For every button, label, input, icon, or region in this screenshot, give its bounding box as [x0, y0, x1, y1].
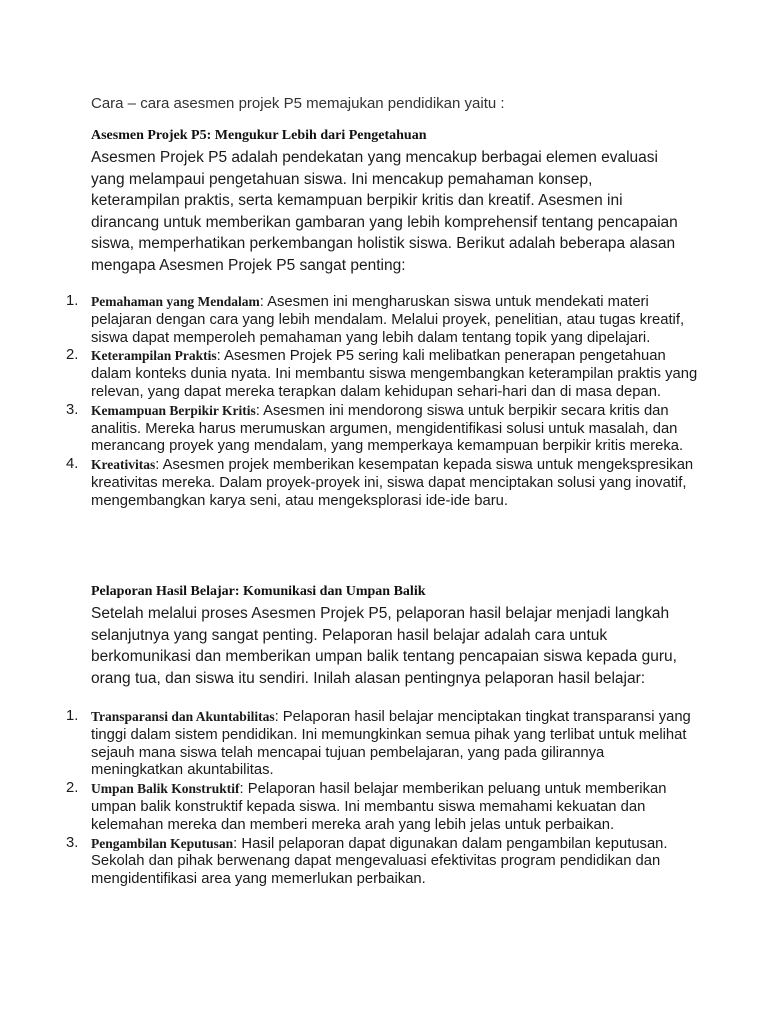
section1-paragraph: Asesmen Projek P5 adalah pendekatan yang mencakup berbagai elemen evaluasi yang melampaui pengetahuan siswa. Ini mencakup pemahaman konsep, keterampilan praktis, serta kemampuan berpikir kritis dan kreatif. Asesmen ini dirancang untuk memberikan gambaran yang lebih komprehensif tentang pencapaian siswa, memperhatikan perkembangan holistik siswa. Berikut adalah beberapa alasan mengapa Asesmen Projek P5 sangat penting: [91, 149, 678, 274]
list-item-text: : Asesmen ini mendorong siswa untuk berpikir secara kritis dan analitis. Mereka harus merumuskan argumen, mengidentifikasi solusi untuk masalah, dan merancang proyek yang mendalam, yang memperkaya kemampuan berpikir kritis mereka. [91, 402, 684, 455]
list-item [0, 835, 700, 889]
list-item-number: 3. [66, 401, 79, 418]
list-item-text: : Asesmen ini mengharuskan siswa untuk mendekati materi pelajaran dengan cara yang lebih mendalam. Melalui proyek, penelitian, atau tugas kreatif, siswa dapat memperoleh pemahaman yang lebih dalam tentang topik yang dipelajari. [91, 294, 685, 346]
section2-paragraph: Setelah melalui proses Asesmen Projek P5, pelaporan hasil belajar menjadi langkah selanjutnya yang sangat penting. Pelaporan hasil belajar adalah cara untuk berkomunikasi dan memberikan umpan balik tentang pencapaian siswa kepada guru, orang tua, dan siswa itu sendiri. Inilah alasan pentingnya pelaporan hasil belajar: [91, 605, 677, 687]
list-item [0, 708, 700, 780]
list-item [0, 780, 700, 834]
list-item [0, 402, 700, 456]
list-item-number: 1. [66, 293, 79, 309]
list-item-term: Kemampuan Berpikir Kritis [91, 402, 256, 418]
list-item-term: Pengambilan Keputusan [91, 835, 234, 851]
list-item-text: : Asesmen Projek P5 sering kali melibatkan penerapan pengetahuan dalam konteks dunia nyata. Ini membantu siswa mengembangkan keterampilan praktis yang relevan, yang dapat mereka terapkan dalam kehidupan sehari-hari dan di masa depan. [91, 348, 698, 400]
list-item-text: : Asesmen projek memberikan kesempatan kepada siswa untuk mengekspresikan kreativitas mereka. Dalam proyek-proyek ini, siswa dapat menciptakan solusi yang inovatif, mengembangkan karya seni, atau mengeksplorasi ide-ide baru. [91, 457, 694, 509]
list-item-term: Pemahaman yang Mendalam [91, 294, 260, 309]
list-item-number: 4. [66, 456, 79, 473]
list-item-term: Kreativitas [91, 457, 156, 473]
list-item-number: 2. [66, 780, 79, 797]
section1-heading: Asesmen Projek P5: Mengukur Lebih dari Pengetahuan [91, 128, 427, 143]
list-item-number: 2. [66, 347, 79, 364]
list-item-number: 3. [66, 834, 79, 851]
list-item-text: : Hasil pelaporan dapat digunakan dalam pengambilan keputusan. Sekolah dan pihak berwenang dapat mengevaluasi efektivitas program pendidikan dan mengidentifikasi area yang memerlukan perbaikan. [91, 835, 668, 888]
list-item [0, 347, 700, 401]
list-item [0, 293, 700, 347]
list-item-text: : Pelaporan hasil belajar menciptakan tingkat transparansi yang tinggi dalam sistem pendidikan. Ini memungkinkan semua pihak yang terlibat untuk melihat sejauh mana siswa telah mencapai tujuan pembelajaran, yang pada gilirannya meningkatkan akuntabilitas. [91, 709, 691, 779]
intro-text: Cara – cara asesmen projek P5 memajukan pendidikan yaitu : [91, 95, 505, 112]
list-item-text: : Pelaporan hasil belajar memberikan peluang untuk memberikan umpan balik konstruktif kepada siswa. Ini membantu siswa memahami kekuatan dan kelemahan mereka dan memberi mereka arah yang lebih jelas untuk perbaikan. [91, 781, 667, 833]
list-item-number: 1. [66, 708, 79, 724]
section2-heading: Pelaporan Hasil Belajar: Komunikasi dan Umpan Balik [91, 584, 426, 599]
list-item-term: Umpan Balik Konstruktif [91, 781, 240, 797]
section1-list [0, 293, 700, 511]
list-item [0, 456, 700, 510]
list-item-term: Transparansi dan Akuntabilitas [91, 709, 275, 724]
list-item-term: Keterampilan Praktis [91, 348, 217, 364]
section2-list [0, 708, 700, 889]
